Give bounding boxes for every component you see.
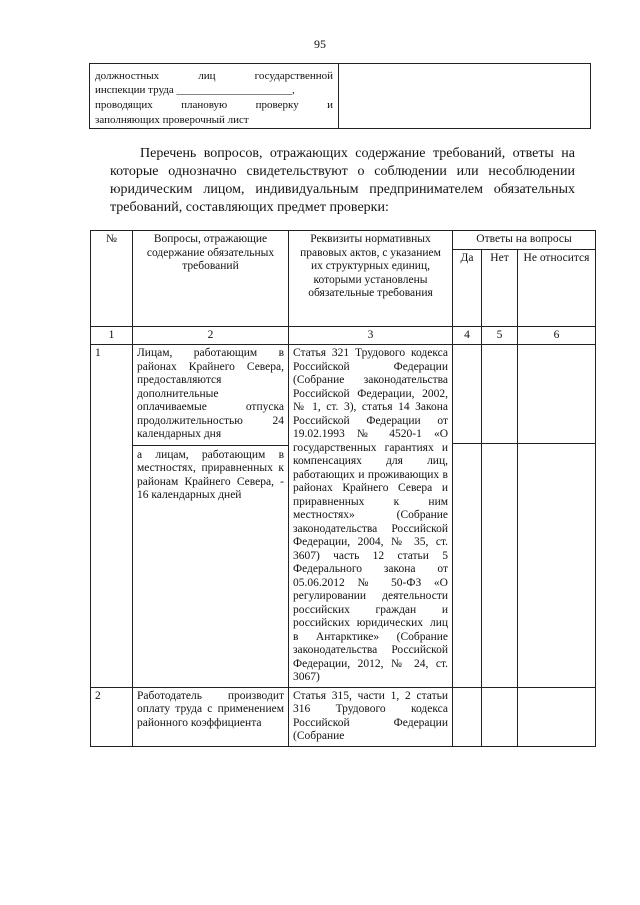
table-header-row (91, 231, 596, 250)
signature-block-divider (338, 64, 339, 128)
answer-na-cell[interactable] (518, 687, 596, 746)
signature-line: заполняющих проверочный лист (95, 114, 249, 126)
answer-yes-cell[interactable] (453, 687, 482, 746)
page-number: 95 (314, 37, 326, 51)
requisites-cell: Статья 315, части 1, 2 статьи 316 Трудового кодекса Российской Федерации (Собрание (289, 687, 453, 746)
answer-yes-cell[interactable] (453, 345, 482, 688)
col-number: 2 (133, 326, 289, 345)
table-row (91, 345, 596, 688)
signature-line: инспекции труда _____________________, (95, 84, 295, 96)
col-number: 6 (518, 326, 596, 345)
signature-line: должностных лиц государственной (95, 70, 333, 82)
header-question: Вопросы, отражающие содержание обязательных требований (133, 231, 289, 327)
checklist-table (90, 230, 596, 747)
header-answers: Ответы на вопросы (453, 231, 596, 250)
signature-line: проводящих плановую проверку и (95, 99, 333, 111)
row-number: 1 (91, 345, 133, 688)
question-part-a: Лицам, работающим в районах Крайнего Севера, предоставляются дополнительные оплачиваемые отпуска продолжительностью 24 календарных дня (133, 345, 288, 446)
table-row (91, 687, 596, 746)
question-part-b: а лицам, работающим в местностях, приравненных к районам Крайнего Севера, - 16 календарных дней (137, 448, 284, 501)
intro-paragraph (110, 145, 575, 217)
header-no: Нет (482, 249, 518, 326)
answer-no-cell[interactable] (482, 687, 518, 746)
intro-text: Перечень вопросов, отражающих содержание требований, ответы на которые однозначно свидетельствуют о соблюдении или несоблюдении юридическим лицом, индивидуальным предпринимателем обязательных требований, составляющих предмет проверки: (110, 146, 575, 215)
header-num: № (91, 231, 133, 327)
col-number: 5 (482, 326, 518, 345)
header-yes: Да (453, 249, 482, 326)
question-cell: Работодатель производит оплату труда с применением районного коэффициента (133, 687, 289, 746)
signature-block (89, 63, 591, 129)
header-requisites: Реквизиты нормативных правовых актов, с указанием их структурных единиц, которыми установлены обязательные требования (289, 231, 453, 327)
requisites-cell: Статья 321 Трудового кодекса Российской Федерации (Собрание законодательства Российской Федерации, 2002, № 1, ст. 3), статья 14 Закона Российской Федерации от 19.02.1993 № 4520-1 «О государственных гарантиях и компенсациях для лиц, работающих и проживающих в районах Крайнего Севера и приравненных к ним местностях» (Собрание законодательства Российской Федерации, 2004, № 35, ст. 3607) часть 12 статьи 5 Федерального закона от 05.06.2012 № 50-ФЗ «О регулировании деятельности российских граждан и российских юридических лиц в Антарктике» (Собрание законодательства Российской Федерации, 2012, № 24, ст. 3067) (289, 345, 453, 688)
col-number: 3 (289, 326, 453, 345)
row-number: 2 (91, 687, 133, 746)
answer-na-cell[interactable] (518, 345, 596, 688)
question-cell (133, 345, 289, 688)
col-number: 4 (453, 326, 482, 345)
answer-no-cell[interactable] (482, 345, 518, 688)
header-na: Не относится (518, 249, 596, 326)
column-number-row (91, 326, 596, 345)
col-number: 1 (91, 326, 133, 345)
